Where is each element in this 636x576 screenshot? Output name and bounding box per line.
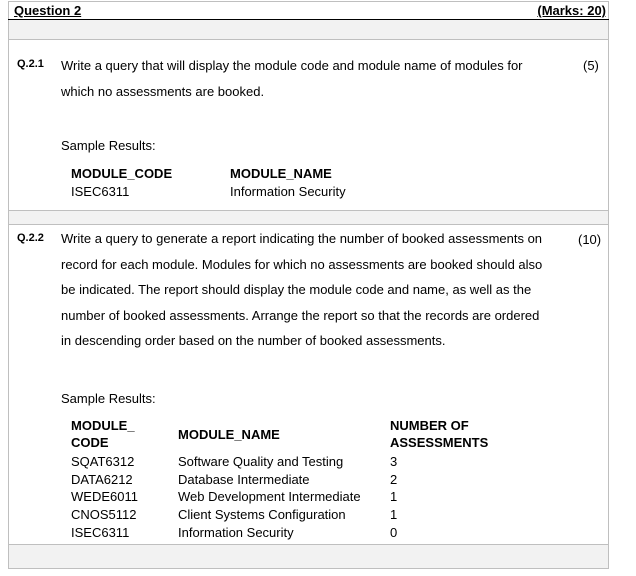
question-text-2-1 xyxy=(61,53,561,104)
table-cell-name: Information Security xyxy=(230,184,346,199)
table-cell-code: DATA6212 xyxy=(71,472,133,487)
sample-results-label-2-2: Sample Results: xyxy=(61,391,156,406)
col-header-module-code-line1: MODULE_ xyxy=(71,418,135,433)
table-cell-count: 0 xyxy=(390,525,398,540)
question-number-2-2: Q.2.2 xyxy=(17,232,44,244)
question-line: in descending order based on the number of booked assessments. xyxy=(61,333,446,348)
table-cell-count: 2 xyxy=(390,472,398,487)
col-header-module-name: MODULE_NAME xyxy=(178,427,280,442)
sample-results-label-2-1: Sample Results: xyxy=(61,138,156,153)
total-marks: (Marks: 20) xyxy=(537,3,606,18)
table-cell-name: Database Intermediate xyxy=(178,472,310,487)
question-line: Write a query that will display the module code and module name of modules for xyxy=(61,58,523,73)
col-header-module-code-line2: CODE xyxy=(71,435,109,450)
question-number-2-1: Q.2.1 xyxy=(17,58,44,70)
top-border xyxy=(8,1,609,2)
bottom-border xyxy=(8,568,609,569)
table-cell-count: 3 xyxy=(390,454,398,469)
left-border xyxy=(8,1,9,569)
table-cell-code: ISEC6311 xyxy=(71,184,130,199)
spacer-row-2 xyxy=(9,211,608,224)
row-divider-1 xyxy=(8,39,609,40)
table-cell-code: SQAT6312 xyxy=(71,454,135,469)
col-header-module-name: MODULE_NAME xyxy=(230,166,332,181)
row-divider-3 xyxy=(8,224,609,225)
right-border xyxy=(608,1,609,569)
table-cell-count: 1 xyxy=(390,507,398,522)
table-cell-name: Client Systems Configuration xyxy=(178,507,346,522)
table-cell-name: Web Development Intermediate xyxy=(178,489,361,504)
col-header-count-line2: ASSESSMENTS xyxy=(390,435,489,450)
question-line: which no assessments are booked. xyxy=(61,83,265,99)
question-line: number of booked assessments. Arrange the report so that the records are ordered xyxy=(61,307,540,323)
table-cell-name: Information Security xyxy=(178,525,294,540)
spacer-row-1 xyxy=(9,20,608,39)
question-title: Question 2 xyxy=(14,3,82,18)
table-cell-count: 1 xyxy=(390,489,398,504)
col-header-count-line1: NUMBER OF xyxy=(390,418,469,433)
table-cell-code: ISEC6311 xyxy=(71,525,130,540)
question-line: Write a query to generate a report indicating the number of booked assessments on xyxy=(61,231,543,246)
table-cell-code: CNOS5112 xyxy=(71,507,137,522)
question-text-2-2 xyxy=(61,226,561,354)
table-cell-code: WEDE6011 xyxy=(71,489,138,504)
spacer-row-3 xyxy=(9,545,608,568)
question-marks-2-2: (10) xyxy=(578,232,602,247)
question-marks-2-1: (5) xyxy=(583,58,599,73)
table-cell-name: Software Quality and Testing xyxy=(178,454,344,469)
col-header-module-code: MODULE_CODE xyxy=(71,166,173,181)
question-line: be indicated. The report should display the module code and name, as well as the xyxy=(61,282,532,297)
question-line: record for each module. Modules for which no assessments are booked should also xyxy=(61,256,543,272)
